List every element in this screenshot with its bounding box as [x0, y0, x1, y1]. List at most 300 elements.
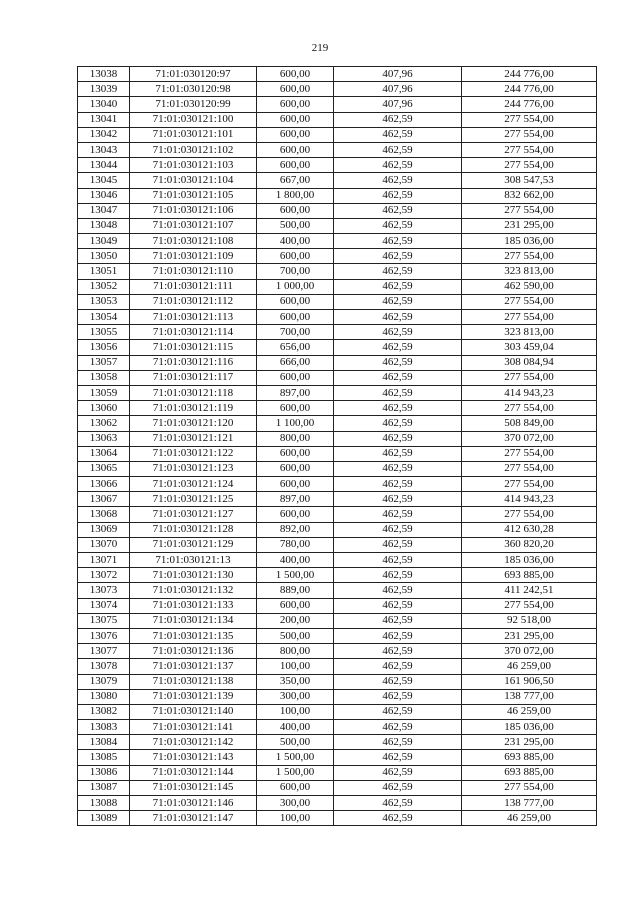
cadastral-number-cell: 71:01:030121:136	[130, 644, 257, 659]
row-number-cell: 13059	[78, 385, 130, 400]
cadastral-number-cell: 71:01:030121:108	[130, 234, 257, 249]
table-row	[78, 522, 597, 537]
area-cell: 600,00	[257, 97, 334, 112]
area-cell: 600,00	[257, 249, 334, 264]
specific-value-cell: 462,59	[334, 674, 462, 689]
specific-value-cell: 462,59	[334, 644, 462, 659]
row-number-cell: 13044	[78, 158, 130, 173]
cadastral-number-cell: 71:01:030120:99	[130, 97, 257, 112]
table-row	[78, 780, 597, 795]
row-number-cell: 13064	[78, 446, 130, 461]
table-row	[78, 689, 597, 704]
row-number-cell: 13062	[78, 416, 130, 431]
cadastral-number-cell: 71:01:030121:101	[130, 127, 257, 142]
row-number-cell: 13041	[78, 112, 130, 127]
row-number-cell: 13072	[78, 568, 130, 583]
area-cell: 1 500,00	[257, 750, 334, 765]
cadastral-value-cell: 277 554,00	[462, 127, 597, 142]
cadastral-value-cell: 92 518,00	[462, 613, 597, 628]
cadastral-number-cell: 71:01:030120:97	[130, 67, 257, 82]
area-cell: 889,00	[257, 583, 334, 598]
specific-value-cell: 462,59	[334, 659, 462, 674]
cadastral-value-cell: 277 554,00	[462, 310, 597, 325]
cadastral-number-cell: 71:01:030121:114	[130, 325, 257, 340]
area-cell: 100,00	[257, 704, 334, 719]
area-cell: 600,00	[257, 294, 334, 309]
cadastral-value-cell: 185 036,00	[462, 553, 597, 568]
table-row	[78, 401, 597, 416]
row-number-cell: 13039	[78, 82, 130, 97]
area-cell: 600,00	[257, 370, 334, 385]
cadastral-number-cell: 71:01:030121:141	[130, 720, 257, 735]
cadastral-value-cell: 277 554,00	[462, 477, 597, 492]
specific-value-cell: 462,59	[334, 613, 462, 628]
area-cell: 600,00	[257, 112, 334, 127]
cadastral-value-cell: 277 554,00	[462, 507, 597, 522]
specific-value-cell: 462,59	[334, 477, 462, 492]
specific-value-cell: 462,59	[334, 127, 462, 142]
table-row	[78, 598, 597, 613]
cadastral-value-cell: 46 259,00	[462, 659, 597, 674]
cadastral-number-cell: 71:01:030121:113	[130, 310, 257, 325]
area-cell: 1 000,00	[257, 279, 334, 294]
cadastral-value-cell: 277 554,00	[462, 249, 597, 264]
cadastral-number-cell: 71:01:030121:128	[130, 522, 257, 537]
area-cell: 600,00	[257, 446, 334, 461]
cadastral-number-cell: 71:01:030121:132	[130, 583, 257, 598]
table-row	[78, 507, 597, 522]
row-number-cell: 13085	[78, 750, 130, 765]
row-number-cell: 13048	[78, 218, 130, 233]
table-body	[78, 67, 597, 826]
table-row	[78, 310, 597, 325]
cadastral-number-cell: 71:01:030121:124	[130, 477, 257, 492]
table-row	[78, 628, 597, 643]
table-row	[78, 188, 597, 203]
cadastral-value-cell: 277 554,00	[462, 446, 597, 461]
table-row	[78, 264, 597, 279]
cadastral-value-cell: 693 885,00	[462, 750, 597, 765]
table-row	[78, 127, 597, 142]
cadastral-number-cell: 71:01:030121:100	[130, 112, 257, 127]
table-row	[78, 158, 597, 173]
row-number-cell: 13066	[78, 477, 130, 492]
specific-value-cell: 462,59	[334, 750, 462, 765]
specific-value-cell: 462,59	[334, 780, 462, 795]
area-cell: 400,00	[257, 720, 334, 735]
area-cell: 700,00	[257, 264, 334, 279]
row-number-cell: 13049	[78, 234, 130, 249]
row-number-cell: 13084	[78, 735, 130, 750]
area-cell: 600,00	[257, 158, 334, 173]
cadastral-value-cell: 185 036,00	[462, 234, 597, 249]
row-number-cell: 13073	[78, 583, 130, 598]
specific-value-cell: 462,59	[334, 598, 462, 613]
row-number-cell: 13052	[78, 279, 130, 294]
cadastral-number-cell: 71:01:030121:137	[130, 659, 257, 674]
area-cell: 400,00	[257, 234, 334, 249]
row-number-cell: 13067	[78, 492, 130, 507]
specific-value-cell: 462,59	[334, 583, 462, 598]
specific-value-cell: 462,59	[334, 112, 462, 127]
cadastral-value-cell: 277 554,00	[462, 142, 597, 157]
specific-value-cell: 462,59	[334, 203, 462, 218]
area-cell: 1 500,00	[257, 765, 334, 780]
cadastral-number-cell: 71:01:030121:112	[130, 294, 257, 309]
area-cell: 600,00	[257, 507, 334, 522]
cadastral-value-cell: 508 849,00	[462, 416, 597, 431]
specific-value-cell: 462,59	[334, 689, 462, 704]
table-row	[78, 750, 597, 765]
table-row	[78, 82, 597, 97]
row-number-cell: 13063	[78, 431, 130, 446]
specific-value-cell: 462,59	[334, 720, 462, 735]
cadastral-value-cell: 277 554,00	[462, 370, 597, 385]
cadastral-value-cell: 308 547,53	[462, 173, 597, 188]
table-row	[78, 659, 597, 674]
row-number-cell: 13068	[78, 507, 130, 522]
table-row	[78, 674, 597, 689]
cadastral-number-cell: 71:01:030121:106	[130, 203, 257, 218]
area-cell: 800,00	[257, 644, 334, 659]
specific-value-cell: 462,59	[334, 173, 462, 188]
area-cell: 1 100,00	[257, 416, 334, 431]
specific-value-cell: 462,59	[334, 704, 462, 719]
cadastral-value-cell: 244 776,00	[462, 67, 597, 82]
cadastral-number-cell: 71:01:030121:133	[130, 598, 257, 613]
area-cell: 600,00	[257, 598, 334, 613]
specific-value-cell: 462,59	[334, 249, 462, 264]
cadastral-value-cell: 161 906,50	[462, 674, 597, 689]
specific-value-cell: 462,59	[334, 568, 462, 583]
area-cell: 600,00	[257, 203, 334, 218]
specific-value-cell: 462,59	[334, 811, 462, 826]
table-row	[78, 553, 597, 568]
cadastral-number-cell: 71:01:030121:109	[130, 249, 257, 264]
specific-value-cell: 462,59	[334, 522, 462, 537]
area-cell: 666,00	[257, 355, 334, 370]
table-row	[78, 568, 597, 583]
area-cell: 100,00	[257, 659, 334, 674]
cadastral-number-cell: 71:01:030121:105	[130, 188, 257, 203]
area-cell: 600,00	[257, 142, 334, 157]
specific-value-cell: 462,59	[334, 188, 462, 203]
cadastral-value-cell: 231 295,00	[462, 218, 597, 233]
specific-value-cell: 462,59	[334, 264, 462, 279]
cadastral-number-cell: 71:01:030121:121	[130, 431, 257, 446]
cadastral-number-cell: 71:01:030121:123	[130, 461, 257, 476]
cadastral-value-cell: 693 885,00	[462, 568, 597, 583]
specific-value-cell: 462,59	[334, 446, 462, 461]
table-row	[78, 446, 597, 461]
cadastral-number-cell: 71:01:030121:144	[130, 765, 257, 780]
cadastral-number-cell: 71:01:030121:122	[130, 446, 257, 461]
row-number-cell: 13058	[78, 370, 130, 385]
table-row	[78, 218, 597, 233]
specific-value-cell: 407,96	[334, 97, 462, 112]
cadastral-number-cell: 71:01:030121:103	[130, 158, 257, 173]
table-row	[78, 325, 597, 340]
cadastral-number-cell: 71:01:030121:135	[130, 628, 257, 643]
specific-value-cell: 462,59	[334, 218, 462, 233]
table-row	[78, 355, 597, 370]
specific-value-cell: 462,59	[334, 507, 462, 522]
table-row	[78, 811, 597, 826]
specific-value-cell: 462,59	[334, 355, 462, 370]
specific-value-cell: 407,96	[334, 82, 462, 97]
row-number-cell: 13053	[78, 294, 130, 309]
table-row	[78, 370, 597, 385]
table-row	[78, 340, 597, 355]
area-cell: 500,00	[257, 735, 334, 750]
cadastral-number-cell: 71:01:030120:98	[130, 82, 257, 97]
cadastral-number-cell: 71:01:030121:138	[130, 674, 257, 689]
row-number-cell: 13056	[78, 340, 130, 355]
row-number-cell: 13082	[78, 704, 130, 719]
row-number-cell: 13069	[78, 522, 130, 537]
cadastral-value-cell: 693 885,00	[462, 765, 597, 780]
cadastral-number-cell: 71:01:030121:129	[130, 537, 257, 552]
specific-value-cell: 462,59	[334, 294, 462, 309]
cadastral-value-cell: 244 776,00	[462, 97, 597, 112]
row-number-cell: 13074	[78, 598, 130, 613]
area-cell: 400,00	[257, 553, 334, 568]
specific-value-cell: 462,59	[334, 553, 462, 568]
row-number-cell: 13075	[78, 613, 130, 628]
cadastral-number-cell: 71:01:030121:115	[130, 340, 257, 355]
row-number-cell: 13076	[78, 628, 130, 643]
cadastral-value-cell: 277 554,00	[462, 401, 597, 416]
area-cell: 100,00	[257, 811, 334, 826]
cadastral-value-cell: 323 813,00	[462, 264, 597, 279]
area-cell: 600,00	[257, 82, 334, 97]
cadastral-value-cell: 277 554,00	[462, 203, 597, 218]
row-number-cell: 13071	[78, 553, 130, 568]
row-number-cell: 13055	[78, 325, 130, 340]
area-cell: 600,00	[257, 477, 334, 492]
cadastral-value-cell: 231 295,00	[462, 628, 597, 643]
specific-value-cell: 462,59	[334, 325, 462, 340]
table-row	[78, 492, 597, 507]
area-cell: 1 500,00	[257, 568, 334, 583]
table-row	[78, 112, 597, 127]
row-number-cell: 13040	[78, 97, 130, 112]
cadastral-value-table	[77, 66, 597, 826]
specific-value-cell: 462,59	[334, 492, 462, 507]
table-row	[78, 279, 597, 294]
row-number-cell: 13060	[78, 401, 130, 416]
cadastral-value-cell: 277 554,00	[462, 598, 597, 613]
cadastral-number-cell: 71:01:030121:119	[130, 401, 257, 416]
area-cell: 300,00	[257, 796, 334, 811]
table-row	[78, 720, 597, 735]
cadastral-value-cell: 323 813,00	[462, 325, 597, 340]
area-cell: 892,00	[257, 522, 334, 537]
cadastral-number-cell: 71:01:030121:118	[130, 385, 257, 400]
area-cell: 600,00	[257, 127, 334, 142]
cadastral-value-cell: 414 943,23	[462, 385, 597, 400]
cadastral-value-cell: 277 554,00	[462, 158, 597, 173]
cadastral-value-cell: 412 630,28	[462, 522, 597, 537]
row-number-cell: 13080	[78, 689, 130, 704]
area-cell: 600,00	[257, 461, 334, 476]
cadastral-value-cell: 462 590,00	[462, 279, 597, 294]
cadastral-value-cell: 414 943,23	[462, 492, 597, 507]
table-row	[78, 583, 597, 598]
row-number-cell: 13050	[78, 249, 130, 264]
row-number-cell: 13057	[78, 355, 130, 370]
row-number-cell: 13043	[78, 142, 130, 157]
cadastral-value-cell: 411 242,51	[462, 583, 597, 598]
table-row	[78, 431, 597, 446]
row-number-cell: 13087	[78, 780, 130, 795]
table-row	[78, 735, 597, 750]
area-cell: 897,00	[257, 385, 334, 400]
cadastral-number-cell: 71:01:030121:13	[130, 553, 257, 568]
cadastral-value-cell: 277 554,00	[462, 112, 597, 127]
specific-value-cell: 462,59	[334, 279, 462, 294]
specific-value-cell: 462,59	[334, 461, 462, 476]
table-row	[78, 765, 597, 780]
row-number-cell: 13051	[78, 264, 130, 279]
specific-value-cell: 462,59	[334, 628, 462, 643]
specific-value-cell: 462,59	[334, 796, 462, 811]
cadastral-value-cell: 244 776,00	[462, 82, 597, 97]
cadastral-number-cell: 71:01:030121:107	[130, 218, 257, 233]
specific-value-cell: 462,59	[334, 537, 462, 552]
cadastral-number-cell: 71:01:030121:147	[130, 811, 257, 826]
area-cell: 500,00	[257, 628, 334, 643]
area-cell: 600,00	[257, 401, 334, 416]
cadastral-number-cell: 71:01:030121:104	[130, 173, 257, 188]
cadastral-number-cell: 71:01:030121:134	[130, 613, 257, 628]
specific-value-cell: 462,59	[334, 401, 462, 416]
area-cell: 500,00	[257, 218, 334, 233]
cadastral-number-cell: 71:01:030121:102	[130, 142, 257, 157]
area-cell: 600,00	[257, 67, 334, 82]
cadastral-value-cell: 138 777,00	[462, 796, 597, 811]
table-row	[78, 385, 597, 400]
cadastral-number-cell: 71:01:030121:125	[130, 492, 257, 507]
cadastral-number-cell: 71:01:030121:110	[130, 264, 257, 279]
table-row	[78, 613, 597, 628]
area-cell: 780,00	[257, 537, 334, 552]
cadastral-number-cell: 71:01:030121:111	[130, 279, 257, 294]
cadastral-number-cell: 71:01:030121:143	[130, 750, 257, 765]
row-number-cell: 13079	[78, 674, 130, 689]
row-number-cell: 13047	[78, 203, 130, 218]
cadastral-value-cell: 277 554,00	[462, 461, 597, 476]
area-cell: 1 800,00	[257, 188, 334, 203]
area-cell: 600,00	[257, 780, 334, 795]
specific-value-cell: 462,59	[334, 234, 462, 249]
cadastral-value-cell: 138 777,00	[462, 689, 597, 704]
table-row	[78, 796, 597, 811]
specific-value-cell: 462,59	[334, 765, 462, 780]
cadastral-number-cell: 71:01:030121:140	[130, 704, 257, 719]
table-row	[78, 173, 597, 188]
specific-value-cell: 407,96	[334, 67, 462, 82]
specific-value-cell: 462,59	[334, 735, 462, 750]
row-number-cell: 13077	[78, 644, 130, 659]
cadastral-value-cell: 46 259,00	[462, 811, 597, 826]
specific-value-cell: 462,59	[334, 431, 462, 446]
specific-value-cell: 462,59	[334, 340, 462, 355]
cadastral-number-cell: 71:01:030121:145	[130, 780, 257, 795]
page-number: 219	[311, 42, 329, 54]
row-number-cell: 13078	[78, 659, 130, 674]
row-number-cell: 13045	[78, 173, 130, 188]
cadastral-number-cell: 71:01:030121:139	[130, 689, 257, 704]
table-row	[78, 249, 597, 264]
table-row	[78, 97, 597, 112]
table-row	[78, 67, 597, 82]
row-number-cell: 13054	[78, 310, 130, 325]
row-number-cell: 13088	[78, 796, 130, 811]
row-number-cell: 13042	[78, 127, 130, 142]
cadastral-value-cell: 370 072,00	[462, 644, 597, 659]
cadastral-value-cell: 308 084,94	[462, 355, 597, 370]
table-row	[78, 704, 597, 719]
specific-value-cell: 462,59	[334, 370, 462, 385]
cadastral-number-cell: 71:01:030121:146	[130, 796, 257, 811]
cadastral-value-cell: 46 259,00	[462, 704, 597, 719]
specific-value-cell: 462,59	[334, 385, 462, 400]
cadastral-number-cell: 71:01:030121:120	[130, 416, 257, 431]
cadastral-number-cell: 71:01:030121:142	[130, 735, 257, 750]
table-row	[78, 294, 597, 309]
cadastral-number-cell: 71:01:030121:127	[130, 507, 257, 522]
cadastral-value-cell: 360 820,20	[462, 537, 597, 552]
area-cell: 600,00	[257, 310, 334, 325]
table-row	[78, 203, 597, 218]
cadastral-value-cell: 277 554,00	[462, 780, 597, 795]
area-cell: 667,00	[257, 173, 334, 188]
area-cell: 350,00	[257, 674, 334, 689]
cadastral-number-cell: 71:01:030121:116	[130, 355, 257, 370]
area-cell: 800,00	[257, 431, 334, 446]
cadastral-value-cell: 277 554,00	[462, 294, 597, 309]
table-row	[78, 537, 597, 552]
row-number-cell: 13086	[78, 765, 130, 780]
table-row	[78, 644, 597, 659]
row-number-cell: 13083	[78, 720, 130, 735]
area-cell: 700,00	[257, 325, 334, 340]
specific-value-cell: 462,59	[334, 310, 462, 325]
cadastral-value-cell: 185 036,00	[462, 720, 597, 735]
row-number-cell: 13070	[78, 537, 130, 552]
cadastral-number-cell: 71:01:030121:117	[130, 370, 257, 385]
specific-value-cell: 462,59	[334, 142, 462, 157]
table-row	[78, 416, 597, 431]
row-number-cell: 13046	[78, 188, 130, 203]
cadastral-value-cell: 303 459,04	[462, 340, 597, 355]
table-row	[78, 142, 597, 157]
row-number-cell: 13065	[78, 461, 130, 476]
table-row	[78, 477, 597, 492]
area-cell: 897,00	[257, 492, 334, 507]
cadastral-value-cell: 231 295,00	[462, 735, 597, 750]
table-row	[78, 234, 597, 249]
area-cell: 656,00	[257, 340, 334, 355]
table-row	[78, 461, 597, 476]
specific-value-cell: 462,59	[334, 158, 462, 173]
cadastral-value-cell: 370 072,00	[462, 431, 597, 446]
area-cell: 200,00	[257, 613, 334, 628]
row-number-cell: 13089	[78, 811, 130, 826]
cadastral-number-cell: 71:01:030121:130	[130, 568, 257, 583]
specific-value-cell: 462,59	[334, 416, 462, 431]
